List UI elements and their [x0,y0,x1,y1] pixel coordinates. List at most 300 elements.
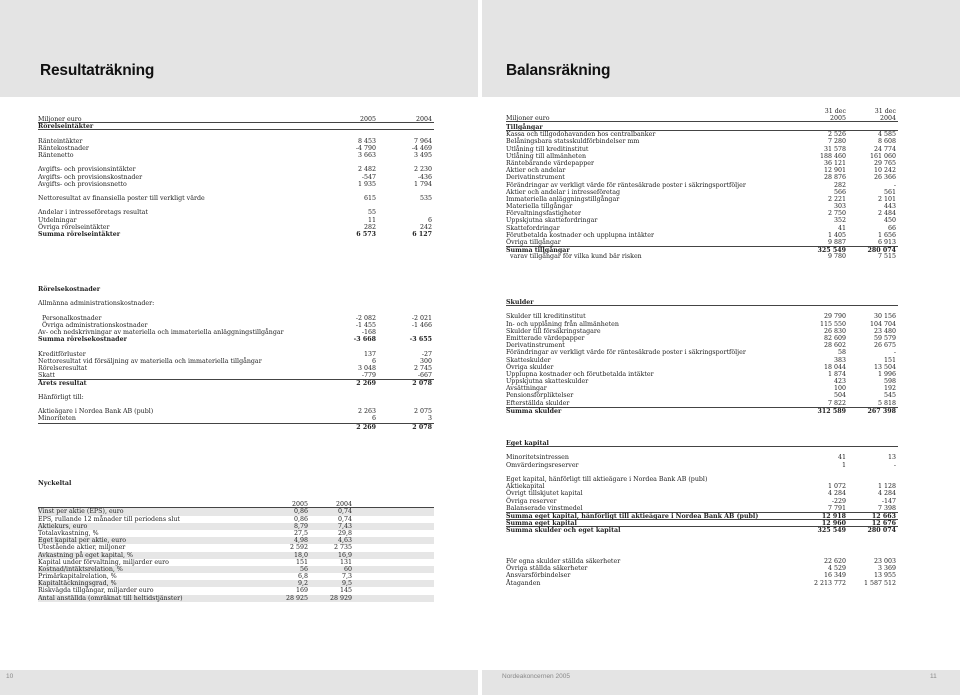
table-row [38,580,434,587]
col-year-2005: 2005 [291,501,308,509]
value-2004: 23 003 [873,558,896,565]
table-row [38,372,434,379]
balance-header [506,108,898,122]
value-2005: 2 750 [827,210,846,218]
value-2005: 3 663 [357,151,376,159]
table-row [38,415,434,422]
value-2005: 9,2 [297,580,308,588]
col-date-2004: 31 dec [874,108,896,115]
value-2005: 615 [363,195,376,203]
value-2004: 267 398 [867,407,896,415]
value-2005: 4,98 [293,537,308,545]
row-label: Skatt [38,372,55,380]
value-2005: 29 790 [823,313,846,321]
table-row [38,559,434,566]
row-label: Skattefordringar [506,224,560,232]
table-row [506,253,898,260]
table-row [506,526,898,533]
value-2004: -27 [421,350,432,358]
value-2005: 2 213 772 [813,579,846,587]
table-row [506,462,898,469]
row-label: Utlåning till allmänheten [506,152,586,160]
table-row [506,572,898,579]
value-2005: 18,0 [293,551,308,559]
value-2004: - [893,349,896,357]
row-label: Förändringar av verkligt värde för räntesäkrade poster i säkringsportföljer [506,349,746,357]
value-2004: 2 101 [877,195,896,203]
value-2004: 13 504 [873,363,896,371]
row-label: Förvaltningsfastigheter [506,210,582,218]
value-2005: -779 [361,372,376,380]
value-2005: -168 [361,329,376,337]
value-2005: 6,8 [297,573,308,581]
row-label: Utdelningar [38,216,77,224]
table-row [506,490,898,497]
value-2005: 4 284 [827,490,846,498]
row-label: Antal anställda (omräknat till heltidstjänster) [38,594,183,602]
table-row [38,231,434,238]
table-row [506,328,898,335]
unit-label: Miljoner euro [506,115,550,123]
table-row [506,189,898,196]
value-2004: 59 579 [873,334,896,342]
row-label: Hänförligt till: [38,393,84,401]
value-2004: -667 [417,372,432,380]
row-label: Förändringar av verkligt värde för räntesäkrade poster i säkringsportföljer [506,181,746,189]
value-2004: 1 794 [413,180,432,188]
table-row [38,552,434,559]
row-label: Andelar i intresseföretags resultat [38,209,148,217]
value-2004: 280 074 [867,527,896,535]
row-label: Räntekostnader [38,144,89,152]
value-2004: 30 156 [873,313,896,321]
value-2004: 161 060 [869,152,896,160]
value-2004: 1 587 512 [863,579,896,587]
value-2004: 2 078 [412,423,432,431]
value-2005: 8 453 [357,137,376,145]
value-2004: 7 398 [877,504,896,512]
row-label: Kapital under förvaltning, miljarder euro [38,558,169,566]
value-2005: 151 [295,558,308,566]
value-2004: 7,43 [337,522,352,530]
table-row [38,329,434,336]
table-row [38,365,434,372]
table-row [506,558,898,565]
value-2004: 598 [883,378,896,386]
table-row [506,203,898,210]
table-row [506,357,898,364]
table-row [506,483,898,490]
value-2005: -3 668 [353,336,376,344]
table-row [506,167,898,174]
value-2005: 16 349 [823,572,846,580]
value-2005: -2 082 [355,314,376,322]
pledged-assets-table [506,558,898,587]
table-row [38,595,434,602]
row-label: Allmänna administrationskostnader: [38,300,155,308]
value-2005: 55 [367,209,376,217]
value-2005: 6 [371,357,376,365]
section-title: Nyckeltal [38,480,72,487]
table-row [506,313,898,320]
value-2004: -4 469 [411,144,432,152]
row-label: Eget kapital, hänförligt till aktieägare i Nordea Bank AB (publ) [506,475,708,483]
row-label: Immateriella anläggningstillgångar [506,195,620,203]
table-row [38,224,434,231]
value-2004: 6 127 [412,231,432,238]
table-row [506,400,898,407]
table-row [38,195,434,202]
table-row [506,321,898,328]
assets-table [506,124,898,261]
row-label: In- och upplåning från allmänheten [506,320,619,328]
table-row [38,300,434,307]
value-2005: 1 874 [827,370,846,378]
table-row [38,544,434,551]
value-2004: 3 369 [877,565,896,573]
value-2004: 23 480 [873,327,896,335]
value-2005: 11 [367,216,376,224]
right-page-number: 11 [930,673,937,680]
row-label: Kapitaltäckningsgrad, % [38,580,117,588]
row-label: Minoritetsintressen [506,454,569,462]
left-page-number: 10 [6,673,14,680]
row-label: Aktier och andelar [506,167,566,175]
balance-sheet-title: Balansräkning [506,62,611,79]
value-2004: 4,63 [337,537,352,545]
row-label: Utestående aktier, miljoner [38,544,126,552]
value-2005: -4 790 [355,144,376,152]
row-label: Åtaganden [506,579,541,587]
section-title: Eget kapital [506,440,549,447]
row-label: Summa tillgångar [506,247,570,255]
row-label: Nettoresultat vid försäljning av materiella och immateriella tillgångar [38,357,262,365]
value-2004: 3 [427,415,432,423]
row-label: Ränteintäkter [38,137,83,145]
col-year-2004: 2004 [879,115,896,123]
row-label: Skulder till försäkringstagare [506,327,601,335]
value-2005: 58 [837,349,846,357]
table-row [506,392,898,399]
value-2004: 26 675 [873,342,896,350]
value-2004: 443 [883,203,896,211]
value-2005: 1 [841,461,846,469]
value-2005: 12 918 [821,512,846,520]
table-row [506,210,898,217]
value-2004: 131 [339,558,352,566]
row-label: Materiella tillgångar [506,203,573,211]
value-2004: 13 [887,454,896,462]
value-2005: -229 [831,497,846,505]
value-2005: 28 602 [823,342,846,350]
row-label: Vinst per aktie (EPS), euro [38,508,124,516]
value-2004: 104 704 [869,320,896,328]
value-2004: 2 075 [413,408,432,416]
row-label: Avgifts- och provisionsintäkter [38,166,136,174]
table-row [38,315,434,322]
row-label: Avsättningar [506,385,547,393]
value-2005: 1 405 [827,231,846,239]
row-label: För egna skulder ställda säkerheter [506,558,621,565]
liabilities-table [506,299,898,414]
row-label: Kostnad/intäktsrelation, % [38,565,123,573]
row-label: Primärkapitalrelation, % [38,573,117,581]
table-header [38,116,434,123]
table-row [38,322,434,329]
value-2005: 2 592 [289,544,308,552]
row-label: Pensionsförpliktelser [506,392,574,400]
value-2005: 7 822 [827,399,846,407]
value-2005: 504 [833,392,846,400]
table-row [506,498,898,505]
value-2004: -436 [417,173,432,181]
section-heading [38,480,434,487]
value-2004: 6 [427,216,432,224]
row-label: Avkastning på eget kapital, % [38,551,134,559]
row-label: Övrigt tillskjutet kapital [506,490,583,498]
value-2005: 2 526 [827,131,846,139]
value-2005: 41 [837,454,846,462]
income-statement-table [38,116,434,238]
value-2004: 151 [883,356,896,364]
value-2004: - [893,461,896,469]
table-row [38,174,434,181]
table-row [506,182,898,189]
table-row [38,351,434,358]
row-label: Årets resultat [38,380,87,388]
value-2005: 303 [833,203,846,211]
value-2004: 5 818 [877,399,896,407]
value-2005: 169 [295,587,308,595]
table-row [506,131,898,138]
row-label: Belåningsbara statsskuldförbindelser mm [506,138,640,146]
equity-table [506,440,898,533]
row-label: Nettoresultat av finansiella poster till verkligt värde [38,195,205,203]
value-2005: 3 048 [357,365,376,373]
table-row [38,336,434,343]
table-row [38,217,434,224]
table-row [506,239,898,246]
value-2005: 115 550 [819,320,846,328]
value-2004: 192 [883,385,896,393]
value-2005: 41 [837,224,846,232]
table-row [506,146,898,153]
row-label: Summa rörelseintäkter [38,231,121,238]
row-label: varav tillgångar för vilka kund bär risken [510,253,642,261]
section-heading [38,123,434,130]
value-2004: 4 585 [877,131,896,139]
value-2005: 22 620 [823,558,846,565]
value-2005: 9 780 [827,253,846,261]
table-row [38,573,434,580]
value-2004: 12 663 [871,512,896,520]
row-label: Aktieägare i Nordea Bank AB (publ) [38,408,154,416]
value-2004: -2 021 [411,314,432,322]
table-row [506,196,898,203]
value-2004: 7 964 [413,137,432,145]
value-2005: 31 578 [823,145,846,153]
value-2005: 0,86 [293,515,308,523]
row-label: Summa skulder [506,407,562,415]
table-row [506,385,898,392]
row-label: Summa skulder och eget kapital [506,527,621,535]
table-row [506,335,898,342]
left-header-band [0,0,478,97]
value-2005: 8,79 [293,522,308,530]
value-2004: 4 284 [877,490,896,498]
col-year-2004: 2004 [335,501,352,509]
value-2004: 7,3 [341,573,352,581]
value-2005: 12 901 [823,167,846,175]
table-row [506,342,898,349]
table-row [506,174,898,181]
value-2005: 82 609 [823,334,846,342]
value-2004: 561 [883,188,896,196]
value-2005: 100 [833,385,846,393]
row-label: Räntebärande värdepapper [506,159,594,167]
table-row [38,145,434,152]
table-row [506,580,898,587]
value-2004: 300 [419,357,432,365]
value-2004: 280 074 [867,247,896,255]
table-row [506,505,898,512]
row-label: Av- och nedskrivningar av materiella och immateriella anläggningstillgångar [38,329,284,337]
table-row [38,379,434,386]
row-label: Kassa och tillgodohavanden hos centralbanker [506,131,656,139]
row-label: Riskvägda tillgångar, miljarder euro [38,587,154,595]
table-row [38,423,434,430]
row-label: Aktiekapital [506,483,545,491]
col-date-2005: 31 dec [824,108,846,115]
row-label: Utlåning till kreditinstitut [506,145,589,153]
table-row [38,523,434,530]
table-row [506,378,898,385]
value-2004: 242 [419,223,432,231]
section-title: Skulder [506,299,534,306]
row-label: Uppskjutna skattefordringar [506,217,598,225]
row-label: Övriga administrationskostnader [42,321,148,329]
value-2004: 16,9 [337,551,352,559]
table-row [38,408,434,415]
value-2004: 450 [883,217,896,225]
row-label: Summa eget kapital, hänförligt till aktieägare i Nordea Bank AB (publ) [506,512,759,520]
value-2004: 66 [887,224,896,232]
value-2005: 188 460 [819,152,846,160]
value-2004: 145 [339,587,352,595]
value-2004: 60 [343,565,352,573]
value-2004: -1 466 [411,321,432,329]
table-row [38,166,434,173]
table-row [506,217,898,224]
row-label: Minoriteten [38,415,76,423]
left-footer-band [0,670,478,695]
value-2005: 383 [833,356,846,364]
value-2005: 36 121 [823,159,846,167]
value-2004: 7 515 [877,253,896,261]
table-row [506,225,898,232]
value-2005: 28 925 [285,594,308,602]
value-2004: 1 128 [877,483,896,491]
value-2004: 3 495 [413,151,432,159]
value-2004: 12 676 [871,520,896,528]
value-2004: 2 230 [413,166,432,174]
section-heading [506,440,898,447]
row-label: Skulder till kreditinstitut [506,313,586,321]
key-figures-table [38,480,434,602]
row-label: Förutbetalda kostnader och upplupna intäkter [506,231,655,239]
value-2004: 28 929 [329,594,352,602]
row-label: Aktier och andelar i intresseföretag [506,188,621,196]
value-2005: 312 589 [817,407,846,415]
value-2005: 2 221 [827,195,846,203]
table-row [38,587,434,594]
table-row [38,530,434,537]
row-label: Kreditförluster [38,350,86,358]
table-row [38,394,434,401]
table-row [506,371,898,378]
value-2005: 282 [833,181,846,189]
table-row [38,152,434,159]
value-2005: 2 269 [356,380,376,388]
row-label: Efterställda skulder [506,399,570,407]
table-row [506,153,898,160]
row-label: Övriga skulder [506,363,554,371]
col-year-2005: 2005 [359,116,376,123]
row-label: Räntenetto [38,151,74,159]
value-2004: 26 366 [873,174,896,182]
row-label: EPS, rullande 12 månader till periodens slut [38,515,180,523]
row-label: Omvärderingsreserver [506,461,579,469]
table-row [38,516,434,523]
col-year-2004: 2004 [415,116,432,123]
table-row [38,358,434,365]
value-2005: 282 [363,223,376,231]
value-2004: 29 765 [873,159,896,167]
row-label: Emitterade värdepapper [506,334,585,342]
value-2005: -1 455 [355,321,376,329]
table-row [506,364,898,371]
row-label: Ansvarsförbindelser [506,572,571,580]
row-label: Övriga rörelseintäkter [38,223,110,231]
value-2005: 0,86 [293,508,308,516]
value-2004: 24 774 [873,145,896,153]
value-2005: 1 072 [827,483,846,491]
section-title: Rörelseintäkter [38,123,94,131]
table-row [506,519,898,526]
row-label: Skatteskulder [506,356,551,364]
row-label: Summa eget kapital [506,520,577,528]
value-2005: 352 [833,217,846,225]
income-statement-title: Resultaträkning [40,62,155,79]
table-row [506,407,898,414]
value-2005: 26 830 [823,327,846,335]
right-header-band [482,0,960,97]
table-row [506,138,898,145]
value-2005: 6 573 [356,231,376,238]
value-2004: 9,5 [341,580,352,588]
value-2005: 2 269 [356,423,376,431]
table-row [506,160,898,167]
value-2005: 18 044 [823,363,846,371]
value-2004: 2 078 [412,380,432,388]
table-row [506,232,898,239]
row-label: Aktiekurs, euro [38,522,88,530]
value-2004: -147 [881,497,896,505]
value-2005: 137 [363,350,376,358]
value-2005: 566 [833,188,846,196]
value-2004: 2 745 [413,365,432,373]
value-2004: - [893,181,896,189]
